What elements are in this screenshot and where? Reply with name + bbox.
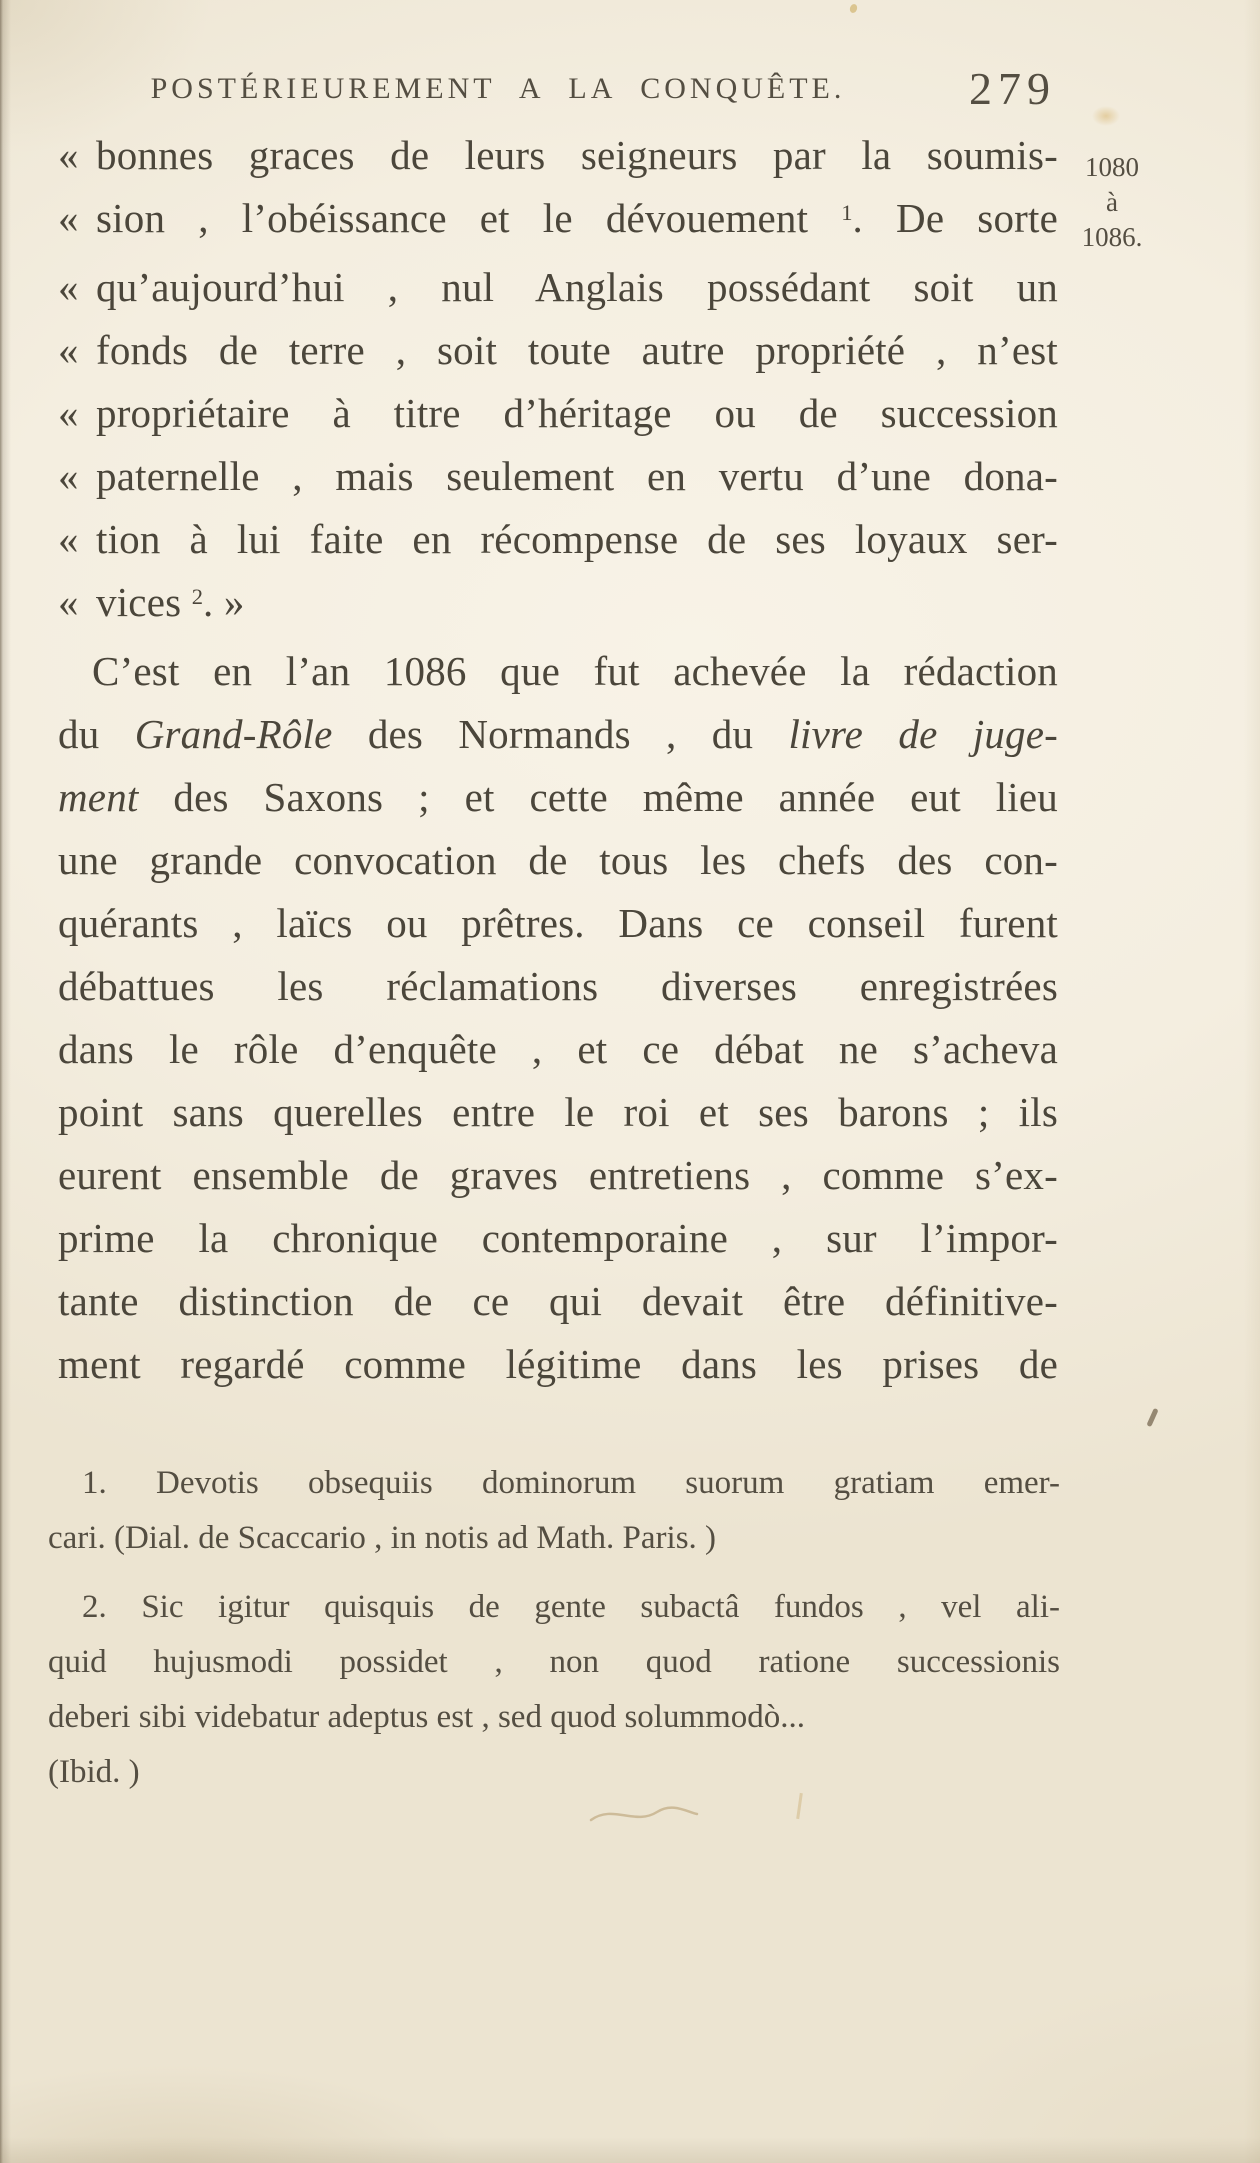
text-line	[58, 445, 1058, 508]
text-line	[58, 1207, 1058, 1270]
text-segment: C’est en l’an 1086 que fut achevée la rédaction	[92, 648, 1058, 694]
text-segment: dans le rôle d’enquête , et ce débat ne s’acheva	[58, 1026, 1058, 1072]
text-segment: . »	[202, 579, 245, 625]
text-line	[58, 955, 1058, 1018]
text-line	[48, 1690, 1060, 1745]
text-line	[48, 1511, 1060, 1566]
text-line	[58, 829, 1058, 892]
text-segment: tante distinction de ce qui devait être définitive-	[58, 1278, 1058, 1324]
text-line	[58, 187, 1058, 256]
text-segment: une grande convocation de tous les chefs des con-	[58, 837, 1058, 883]
text-line	[58, 892, 1058, 955]
text-segment: débattues les réclamations diverses enregistrées	[58, 963, 1058, 1009]
text-segment: deberi sibi videbatur adeptus est , sed quod solummodò...	[48, 1699, 806, 1735]
text-segment: eurent ensemble de graves entretiens , comme s’ex-	[58, 1152, 1058, 1198]
paper-fleck	[849, 3, 859, 14]
footnote-reference: 2	[191, 583, 203, 609]
page-number: 279	[969, 63, 1056, 114]
footnote	[48, 1580, 1060, 1800]
text-line	[58, 1144, 1058, 1207]
text-segment: fonds de terre , soit toute autre propriété , n’est	[96, 327, 1058, 373]
text-line	[58, 571, 1058, 640]
text-line	[58, 124, 1058, 187]
text-segment: ment	[58, 774, 139, 820]
text-segment: vices	[96, 579, 192, 625]
ink-speck	[1146, 1408, 1158, 1427]
running-header	[58, 63, 1058, 128]
text-segment: Grand-Rôle	[134, 711, 333, 757]
body-text	[58, 124, 1058, 1396]
header-title: POSTÉRIEUREMENT A LA CONQUÊTE.	[150, 72, 846, 105]
text-line	[58, 703, 1058, 766]
quote-mark: «	[58, 132, 79, 178]
quote-mark: «	[58, 453, 79, 499]
quote-mark: «	[58, 264, 79, 310]
text-segment: cari. (Dial. de Scaccario , in notis ad Math. Paris. )	[48, 1520, 717, 1556]
text-segment: du	[58, 711, 135, 757]
margin-note	[1064, 150, 1160, 255]
margin-note-line: à	[1106, 187, 1118, 217]
text-line	[58, 319, 1058, 382]
text-segment: bonnes graces de leurs seigneurs par la soumis-	[96, 132, 1058, 178]
text-line	[58, 1333, 1058, 1396]
text-line	[58, 766, 1058, 829]
text-segment: . De sorte	[852, 195, 1058, 241]
margin-note-line: 1080	[1085, 152, 1139, 182]
margin-note-line: 1086.	[1081, 222, 1143, 252]
text-segment: point sans querelles entre le roi et ses barons ; ils	[58, 1089, 1058, 1135]
text-line	[58, 1270, 1058, 1333]
quote-mark: «	[58, 390, 79, 436]
text-line	[58, 640, 1058, 703]
text-segment: ment regardé comme légitime dans les prises de	[58, 1341, 1058, 1387]
text-line	[58, 1081, 1058, 1144]
text-line	[58, 382, 1058, 445]
text-segment: livre de juge-	[788, 711, 1058, 757]
gutter-shadow	[0, 0, 12, 2163]
text-line	[48, 1635, 1060, 1690]
text-segment: tion à lui faite en récompense de ses loyaux ser-	[96, 516, 1058, 562]
bottom-edge-shadow	[0, 2137, 1260, 2163]
text-segment: propriétaire à titre d’héritage ou de succession	[96, 390, 1058, 436]
text-segment: des Normands , du	[332, 711, 789, 757]
footnotes	[48, 1456, 1060, 1800]
footnote	[48, 1456, 1060, 1566]
paper-stain	[1092, 106, 1120, 126]
text-line	[48, 1745, 1060, 1800]
text-line	[48, 1456, 1060, 1511]
text-segment: sion , l’obéissance et le dévouement	[96, 195, 842, 241]
text-segment: quid hujusmodi possidet , non quod ratione successionis	[48, 1644, 1060, 1680]
quote-mark: «	[58, 195, 79, 241]
text-segment: (Ibid. )	[48, 1754, 140, 1790]
text-line	[58, 256, 1058, 319]
footnote-reference: 1	[841, 199, 853, 225]
text-segment: prime la chronique contemporaine , sur l’impor-	[58, 1215, 1058, 1261]
quote-mark: «	[58, 516, 79, 562]
quote-mark: «	[58, 327, 79, 373]
text-segment: quérants , laïcs ou prêtres. Dans ce conseil furent	[58, 900, 1058, 946]
text-line	[58, 508, 1058, 571]
text-segment: qu’aujourd’hui , nul Anglais possédant soit un	[96, 264, 1058, 310]
text-segment: 2. Sic igitur quisquis de gente subactâ fundos , vel ali-	[82, 1589, 1060, 1625]
text-segment: 1. Devotis obsequiis dominorum suorum gratiam emer-	[82, 1465, 1060, 1501]
quote-mark: «	[58, 579, 79, 625]
text-line	[58, 1018, 1058, 1081]
text-line	[48, 1580, 1060, 1635]
text-segment: paternelle , mais seulement en vertu d’une dona-	[96, 453, 1058, 499]
text-segment: des Saxons ; et cette même année eut lieu	[138, 774, 1058, 820]
